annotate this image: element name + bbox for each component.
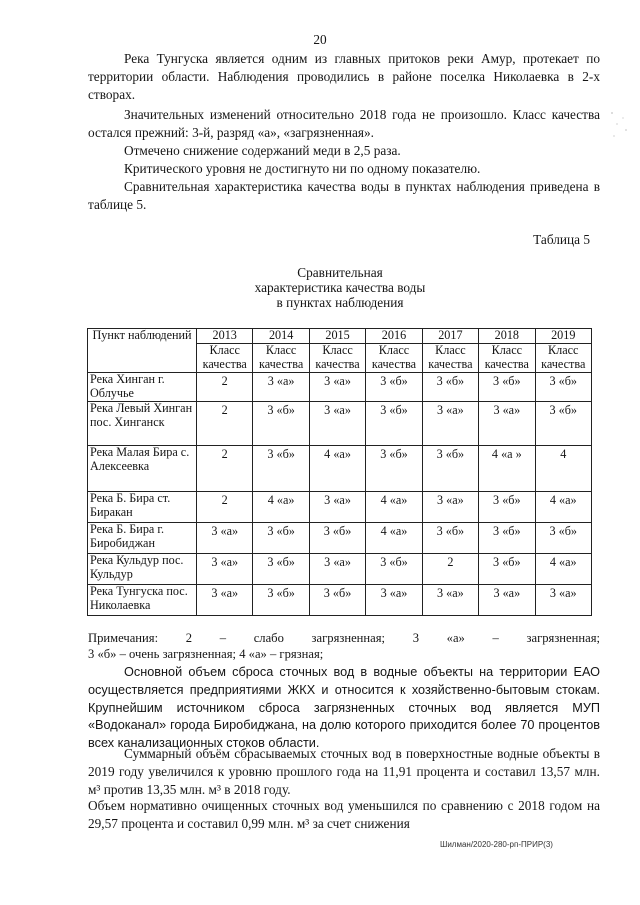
document-code: Шилман/2020-280-рп-ПРИР(3) [440, 840, 553, 849]
quality-value: 3 «б» [366, 446, 422, 492]
year-header-row [88, 329, 592, 344]
quality-value: 3 «б» [366, 373, 422, 402]
quality-value: 3 «а» [309, 554, 365, 585]
table-row [88, 523, 592, 554]
quality-value: 3 «б» [309, 585, 365, 616]
table-title [200, 265, 480, 310]
quality-value: 3 «б» [422, 446, 478, 492]
table-row [88, 446, 592, 492]
quality-value: 3 «а» [309, 373, 365, 402]
quality-value: 4 «а» [535, 492, 591, 523]
quality-comparison-table [87, 328, 592, 616]
quality-value: 2 [197, 492, 253, 523]
quality-value: 3 «а» [479, 402, 535, 446]
quality-value: 2 [197, 373, 253, 402]
station-name: Река Б. Бира г. Биробиджан [88, 523, 197, 554]
year-header: 2015 [309, 329, 365, 344]
quality-value: 4 [535, 446, 591, 492]
body-paragraph-3: Объем нормативно очищенных сточных вод уменьшился по сравнению с 2018 годом на 29,57 процента и составил 0,99 млн. м³ за счет снижения [88, 798, 600, 831]
quality-header: Класс качества [309, 344, 365, 373]
quality-value: 3 «а» [479, 585, 535, 616]
quality-value: 3 «а» [309, 402, 365, 446]
table-title-line-2: характеристика качества воды [254, 280, 426, 295]
quality-value: 2 [197, 402, 253, 446]
quality-value: 4 «а» [366, 523, 422, 554]
quality-value: 3 «б» [253, 446, 309, 492]
quality-value: 3 «а» [422, 585, 478, 616]
quality-value: 3 «б» [479, 554, 535, 585]
station-name: Река Левый Хинган пос. Хинганск [88, 402, 197, 446]
quality-header: Класс качества [253, 344, 309, 373]
station-name: Река Б. Бира ст. Биракан [88, 492, 197, 523]
quality-value: 2 [422, 554, 478, 585]
notes-line-2: 3 «б» – очень загрязненная; 4 «а» – грязная; [88, 647, 324, 661]
quality-value: 3 «б» [535, 373, 591, 402]
station-name: Река Хинган г. Облучье [88, 373, 197, 402]
table-row [88, 492, 592, 523]
station-name: Река Кульдур пос. Кульдур [88, 554, 197, 585]
quality-value: 3 «а» [422, 402, 478, 446]
table-title-line-1: Сравнительная [297, 265, 383, 280]
quality-value: 3 «б» [366, 402, 422, 446]
station-name: Река Тунгуска пос. Николаевка [88, 585, 197, 616]
quality-value: 3 «б» [479, 373, 535, 402]
year-header: 2016 [366, 329, 422, 344]
page-number: 20 [313, 32, 327, 47]
table-title-line-3: в пунктах наблюдения [276, 295, 404, 310]
table-row [88, 373, 592, 402]
quality-value: 3 «а» [197, 585, 253, 616]
year-header: 2018 [479, 329, 535, 344]
quality-value: 3 «б» [422, 523, 478, 554]
quality-value: 3 «б» [535, 402, 591, 446]
quality-value: 3 «б» [253, 402, 309, 446]
quality-header: Класс качества [479, 344, 535, 373]
table-notes [88, 630, 600, 662]
quality-value: 4 «а» [535, 554, 591, 585]
quality-value: 3 «б» [479, 492, 535, 523]
intro-paragraph-4: Критического уровня не достигнуто ни по одному показателю. [124, 161, 481, 176]
intro-paragraph-2: Значительных изменений относительно 2018 года не произошло. Класс качества остался прежний: 3-й, разряд «а», «загрязненная». [88, 107, 600, 140]
quality-value: 4 «а» [309, 446, 365, 492]
quality-header: Класс качества [197, 344, 253, 373]
quality-header: Класс качества [422, 344, 478, 373]
intro-paragraph-5: Сравнительная характеристика качества воды в пунктах наблюдения приведена в таблице 5. [88, 179, 600, 212]
quality-value: 3 «а» [253, 373, 309, 402]
table-row [88, 585, 592, 616]
table-label: Таблица 5 [533, 232, 590, 247]
quality-value: 3 «а» [197, 523, 253, 554]
quality-value: 3 «б» [253, 554, 309, 585]
quality-value: 3 «б» [535, 523, 591, 554]
quality-value: 3 «а» [422, 492, 478, 523]
quality-value: 3 «а» [535, 585, 591, 616]
year-header: 2013 [197, 329, 253, 344]
intro-paragraph-3: Отмечено снижение содержаний меди в 2,5 раза. [124, 143, 401, 158]
quality-value: 3 «б» [253, 523, 309, 554]
quality-value: 4 «а» [253, 492, 309, 523]
quality-value: 3 «б» [366, 554, 422, 585]
quality-value: 3 «б» [422, 373, 478, 402]
table-row [88, 402, 592, 446]
table-row [88, 554, 592, 585]
intro-paragraph-1: Река Тунгуска является одним из главных притоков реки Амур, протекает по территории области. Наблюдения проводились в районе поселка Николаевка в 2-х створах. [88, 51, 600, 102]
quality-value: 4 «а » [479, 446, 535, 492]
body-paragraph-2: Суммарный объём сбрасываемых сточных вод в поверхностные водные объекты в 2019 году увеличился к уровню прошлого года на 11,91 процента и составил 13,57 млн. м³ против 13,35 млн. м³ в 2018 году. [88, 746, 600, 797]
year-header: 2019 [535, 329, 591, 344]
quality-value: 3 «а» [309, 492, 365, 523]
body-paragraph-1: Основной объем сброса сточных вод в водные объекты на территории ЕАО осуществляется предприятиями ЖКХ и относится к хозяйственно-бытовым стокам. Крупнейшим источником сброса загрязненных сточных вод является МУП «Водоканал» города Биробиджана, на долю которого приходится более 70 процентов всех канализационных стоков области. [88, 665, 600, 751]
quality-header: Класс качества [535, 344, 591, 373]
quality-value: 3 «б» [479, 523, 535, 554]
quality-value: 3 «а» [197, 554, 253, 585]
year-header: 2017 [422, 329, 478, 344]
notes-line-1: Примечания: 2 – слабо загрязненная; 3 «а» – загрязненная; [88, 631, 600, 645]
quality-value: 3 «а» [366, 585, 422, 616]
station-header: Пункт наблюдений [88, 329, 197, 373]
year-header: 2014 [253, 329, 309, 344]
scan-specks-decoration [608, 110, 630, 140]
quality-value: 3 «б» [253, 585, 309, 616]
quality-value: 4 «а» [366, 492, 422, 523]
quality-value: 3 «б» [309, 523, 365, 554]
quality-value: 2 [197, 446, 253, 492]
station-name: Река Малая Бира с. Алексеевка [88, 446, 197, 492]
quality-header: Класс качества [366, 344, 422, 373]
